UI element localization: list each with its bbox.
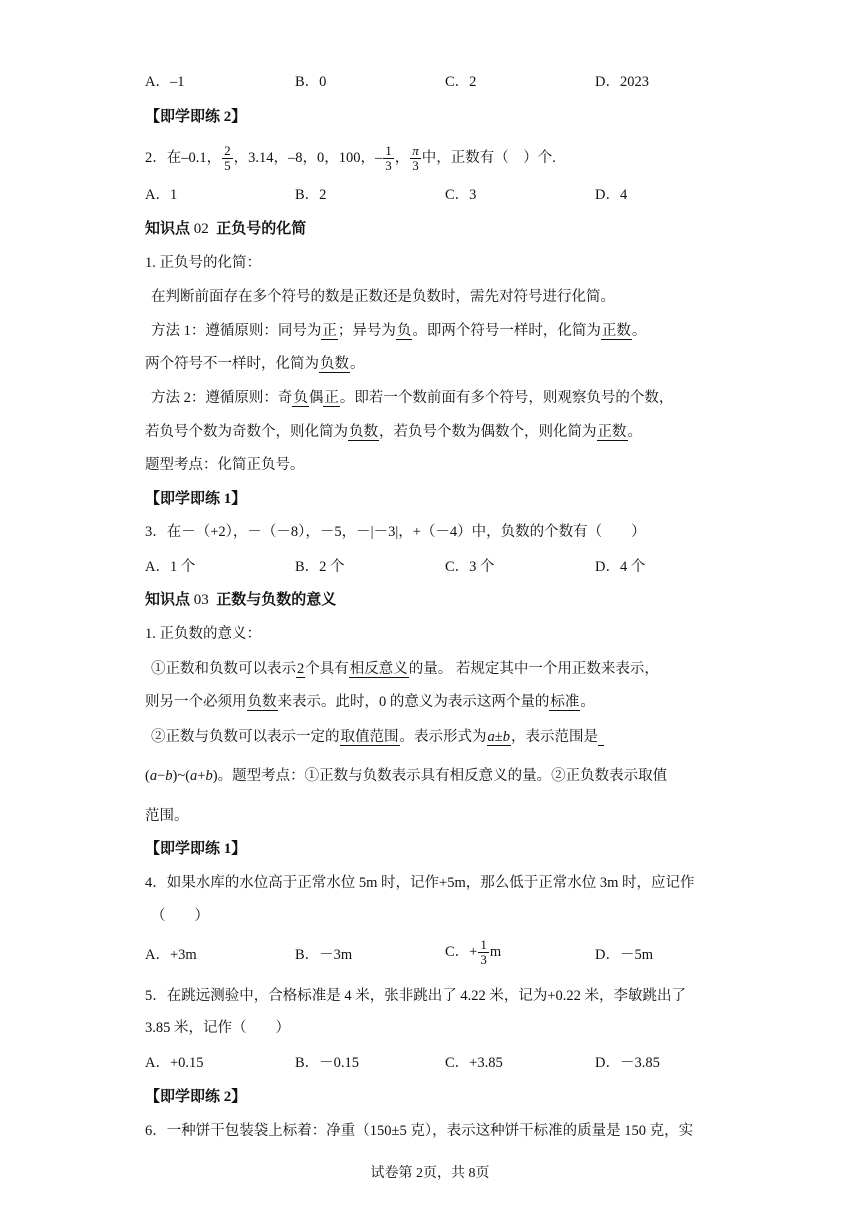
q4-option-c: C．+ $\frac{1}{3}$ m (445, 937, 502, 967)
paragraph: 1. 正负数的意义： (145, 626, 261, 642)
question-2: 2．在–0.1， $\frac{2}{5}$ ，3.14，–8，0，100，– $\frac{1}{3}$ ， $\frac{\pi}{3}$ 中，正数有（ ）个. (145, 143, 556, 173)
paragraph: ②正数与负数可以表示一定的取值范围。表示形式为a±b，表示范围是 (151, 727, 604, 747)
q4-option-d: D．－5m (595, 947, 653, 963)
question-5-cont: 3.85 米，记作（ ） (145, 1020, 290, 1036)
paragraph: 范围。 (145, 808, 189, 824)
q2-option-d: D．4 (595, 187, 628, 203)
paragraph: 两个符号不一样时，化简为负数。 (145, 356, 365, 372)
paragraph: 1. 正负号的化简： (145, 255, 261, 271)
q3-option-a: A．1 个 (145, 559, 196, 575)
q1-option-b: B．0 (295, 74, 327, 90)
fraction: $\frac{\pi}{3}$ (412, 143, 419, 173)
paragraph: ①正数和负数可以表示2个具有相反意义的量。 若规定其中一个用正数来表示， (151, 661, 659, 677)
q5-option-a: A．+0.15 (145, 1055, 204, 1071)
q2-option-a: A．1 (145, 187, 178, 203)
blank-answer: 负数 (349, 424, 378, 440)
q3-option-d: D．4 个 (595, 559, 646, 575)
paragraph: 题型考点：化简正负号。 (145, 457, 305, 473)
question-3: 3．在－（+2），－（－8），－5，－|－3|，+（－4）中，负数的个数有（ ） (145, 524, 646, 540)
q3-option-c: C．3 个 (445, 559, 495, 575)
blank-answer: 正数 (597, 424, 627, 440)
paragraph: 方法 1：遵循原则：同号为正；异号为负。即两个符号一样时，化简为正数。 (151, 323, 647, 339)
question-4: 4．如果水库的水位高于正常水位 5m 时，记作+5m，那么低于正常水位 3m 时，应记作 (145, 875, 695, 891)
q1-option-c: C．2 (445, 74, 477, 90)
q1-option-a: A．–1 (145, 74, 185, 90)
blank-answer: 负 (396, 323, 412, 339)
q1-option-d: D．2023 (595, 74, 649, 90)
practice-heading: 【即学即练 1】 (145, 491, 247, 507)
question-4-blank: （ ） (151, 908, 209, 924)
paragraph: 在判断前面存在多个符号的数是正数还是负数时，需先对符号进行化简。 (151, 289, 615, 305)
paragraph: 方法 2：遵循原则：奇负偶正。即若一个数前面有多个符号，则观察负号的个数， (151, 390, 674, 406)
q2-option-c: C．3 (445, 187, 477, 203)
question-6: 6．一种饼干包装袋上标着：净重（150±5 克），表示这种饼干标准的质量是 150 克，实 (145, 1123, 694, 1139)
page-footer: 试卷第 2页，共 8页 (370, 1166, 490, 1181)
fraction: $\frac{1}{3}$ (385, 143, 392, 173)
q5-option-c: C．+3.85 (445, 1055, 503, 1071)
blank-answer: 正 (322, 323, 337, 339)
section-heading: 知识点 03 正数与负数的意义 (145, 592, 337, 608)
blank-answer: 正 (324, 390, 339, 406)
blank-answer: 2 (297, 661, 305, 677)
blank-answer (598, 729, 604, 746)
q5-option-b: B．－0.15 (295, 1055, 360, 1071)
blank-answer: 正数 (601, 323, 631, 339)
q3-option-b: B．2 个 (295, 559, 345, 575)
paragraph: (a−b)~(a+b)。题型考点：①正数与负数表示具有相反意义的量。②正负数表示取值 (145, 768, 668, 784)
practice-heading: 【即学即练 2】 (145, 109, 247, 125)
practice-heading: 【即学即练 1】 (145, 841, 247, 857)
blank-answer: 相反意义 (349, 661, 408, 677)
blank-answer: 负 (293, 390, 308, 406)
q4-option-b: B．－3m (295, 947, 353, 963)
section-heading: 知识点 02 正负号的化简 (145, 221, 307, 237)
blank-answer: 负数 (247, 694, 277, 710)
question-5: 5．在跳远测验中，合格标准是 4 米，张非跳出了 4.22 米，记为+0.22 米，李敏跳出了 (145, 988, 687, 1004)
blank-answer: 标准 (550, 694, 580, 710)
fraction: $\frac{2}{5}$ (224, 143, 231, 173)
q4-option-a: A．+3m (145, 947, 197, 963)
q5-option-d: D．－3.85 (595, 1055, 660, 1071)
blank-answer: 取值范围 (340, 729, 399, 745)
q2-option-b: B．2 (295, 187, 327, 203)
paragraph: 则另一个必须用负数来表示。此时，0 的意义为表示这两个量的标准。 (145, 694, 595, 710)
practice-heading: 【即学即练 2】 (145, 1089, 247, 1105)
blank-answer: 负数 (320, 356, 349, 372)
blank-answer: a±b (487, 729, 510, 745)
paragraph: 若负号个数为奇数个，则化简为负数，若负号个数为偶数个，则化简为正数。 (145, 424, 642, 440)
fraction: $\frac{1}{3}$ (480, 937, 487, 967)
